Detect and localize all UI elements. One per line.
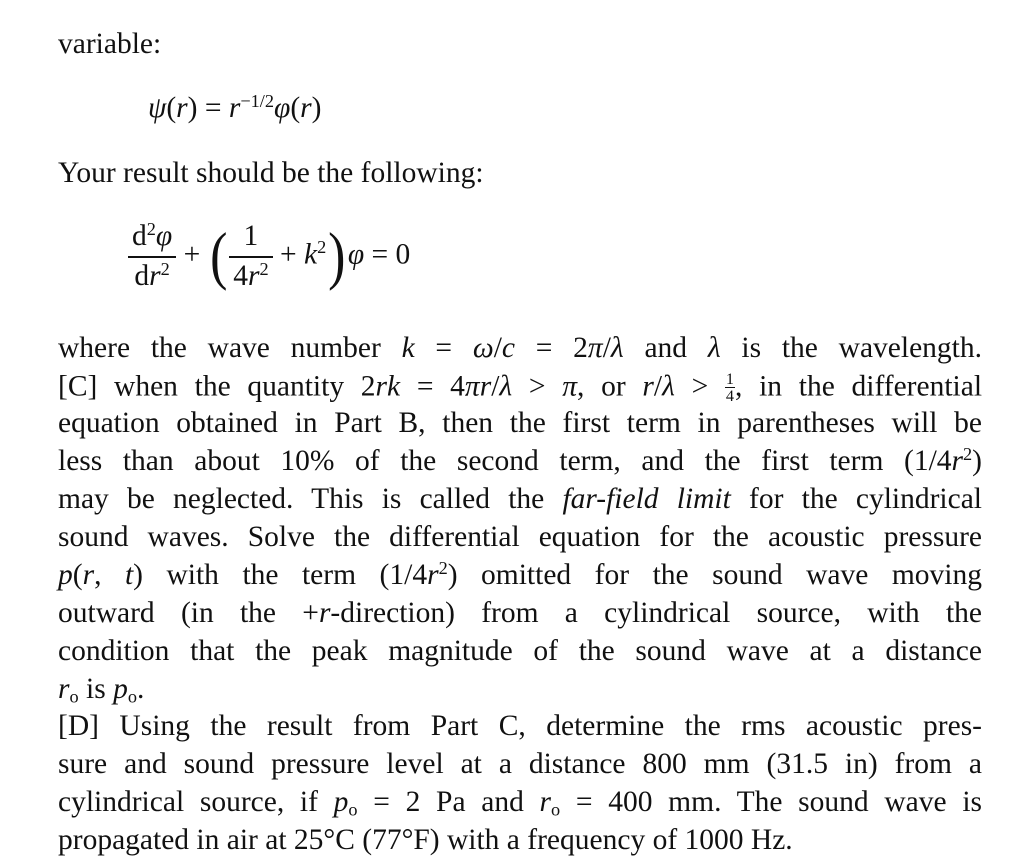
equation-differential: $\frac{d^2\varphi}{dr^2}$ + ( $\frac{1}{4r^2}$ + $k^2)\varphi = 0$ xyxy=(128,222,410,291)
text-line-c3: less than about 10% of the second term, and the first term $(1/4r^2)$ xyxy=(58,443,982,477)
text-line-c8: condition that the peak magnitude of the sound wave at a distance xyxy=(58,635,982,667)
text-line-wave-number: where the wave number k = ω/c = 2π/λ and λ is the wavelength. xyxy=(58,332,982,364)
text-line-d4: propagated in air at 25°C (77°F) with a frequency of 1000 Hz. xyxy=(58,824,793,856)
text-line-c4: may be neglected. This is called the far-field limit for the cylindrical xyxy=(58,483,983,515)
text-line-c7: outward (in the +r-direction) from a cylindrical source, with the xyxy=(58,597,982,629)
text-line-d1: [D] Using the result from Part C, determine the rms acoustic pres- xyxy=(58,710,982,742)
equation-psi: $\psi(r) = r^{-1/2}\varphi(r)$ xyxy=(148,90,322,124)
text-line-c5: sound waves. Solve the differential equation for the acoustic pressure xyxy=(58,521,982,553)
text-line-c2: equation obtained in Part B, then the first term in parentheses will be xyxy=(58,407,982,439)
text-line-result: Your result should be the following: xyxy=(58,157,484,189)
text-line-d2: sure and sound pressure level at a distance 800 mm (31.5 in) from a xyxy=(58,748,982,780)
text-line-variable: variable: xyxy=(58,28,162,60)
text-line-c9: $r_o$ is $p_o$. xyxy=(58,673,145,707)
text-line-d3: cylindrical source, if $p_o = 2$ Pa and $r_o = 400$ mm. The sound wave is xyxy=(58,786,982,820)
text-line-c6: p(r, t) with the term $(1/4r^2)$ omitted for the sound wave moving xyxy=(58,557,982,591)
text-line-c1: [C] when the quantity 2rk = 4πr/λ > π, or r/λ > $\frac{1}{4}$ , in the differential xyxy=(58,370,983,406)
